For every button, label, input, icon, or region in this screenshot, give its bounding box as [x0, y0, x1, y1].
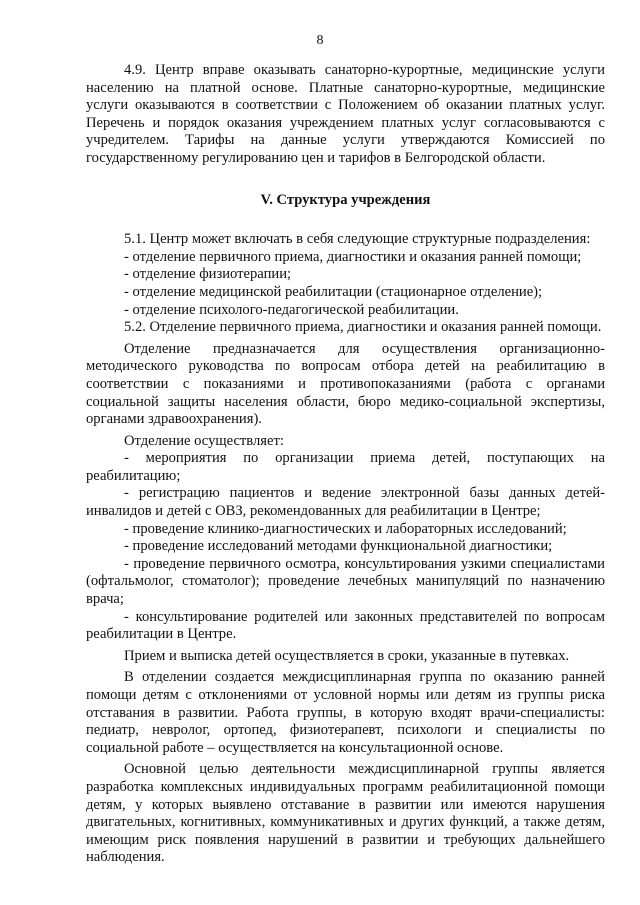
function-list-item: - проведение клинико-диагностических и лабораторных исследований; — [124, 520, 567, 537]
section-heading: V. Структура учреждения — [260, 191, 431, 208]
function-list-item: - проведение исследований методами функциональной диагностики; — [124, 538, 553, 555]
paragraph-goal: Основной целью деятельности междисциплинарной группы является разработка комплексных индивидуальных программ реабилитационной помощи детям, у которых выявлено отставание в развитии или имеются нарушения двигательных, когнитивных, коммуникативных и других функций, а также детям, имеющим риск появления нарушений в развитии и требующих дальнейшего наблюдения. — [86, 761, 605, 866]
page-number: 8 — [316, 33, 324, 48]
paragraph-purpose: Отделение предназначается для осуществления организационно-методического руководства по вопросам отбора детей на реабилитацию в соответствии с показаниями и противопоказаниями (работа с органами социальной защиты населения области, бюро медико-социальной экспертизы, органами здравоохранения). — [86, 340, 605, 428]
paragraph-group: В отделении создается междисциплинарная группа по оказанию ранней помощи детям с отклонениями от условной нормы или детям из группы риска отставания в развитии. Работа группы, в которую входят врачи-специалисты: педиатр, невролог, ортопед, физиотерапевт, психологи и специалисты по социальной работе – осуществляется на консультационной основе. — [86, 669, 605, 756]
paragraph-5-2: 5.2. Отделение первичного приема, диагностики и оказания ранней помощи. — [124, 319, 602, 336]
unit-list-item: - отделение физиотерапии; — [124, 266, 292, 283]
paragraph-5-1: 5.1. Центр может включать в себя следующие структурные подразделения: — [124, 231, 591, 248]
document-body — [86, 62, 605, 867]
function-list-item: - консультирование родителей или законных представителей по вопросам реабилитации в Центре. — [86, 608, 605, 643]
unit-list-item: - отделение первичного приема, диагностики и оказания ранней помощи; — [124, 248, 582, 265]
unit-list-item: - отделение психолого-педагогической реабилитации. — [124, 301, 459, 318]
unit-list-item: - отделение медицинской реабилитации (стационарное отделение); — [124, 283, 543, 300]
paragraph-admission: Прием и выписка детей осуществляется в сроки, указанные в путевках. — [124, 647, 570, 664]
function-list-item: - мероприятия по организации приема детей, поступающих на реабилитацию; — [86, 450, 605, 484]
function-list-item: - проведение первичного осмотра, консультирования узкими специалистами (офтальмолог, стоматолог); проведение лечебных манипуляций по назначению врача; — [86, 555, 605, 608]
paragraph-functions-intro: Отделение осуществляет: — [124, 432, 284, 449]
function-list-item: - регистрацию пациентов и ведение электронной базы данных детей-инвалидов и детей с ОВЗ, рекомендованных для реабилитации в Центре; — [86, 485, 605, 520]
paragraph-4-9: 4.9. Центр вправе оказывать санаторно-курортные, медицинские услуги населению на платной основе. Платные санаторно-курортные, медицинские услуги оказываются в соответствии с Положением об оказании платных услуг. Перечень и порядок оказания учреждением платных услуг согласовываются с учредителем. Тарифы на данные услуги утверждаются Комиссией по государственному регулированию цен и тарифов в Белгородской области. — [86, 62, 605, 166]
